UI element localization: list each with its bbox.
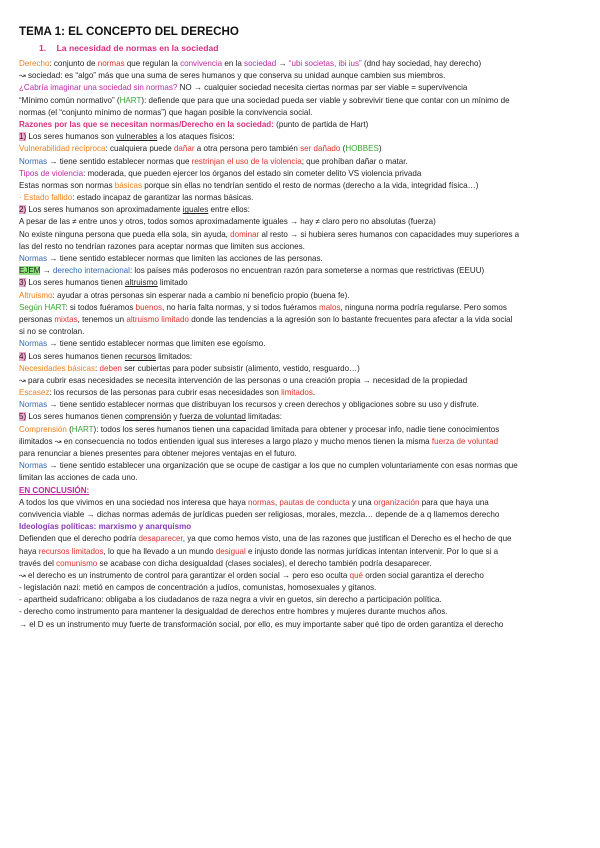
text-segment: porque sin ellas no tendrían sentido el resto de normas (derecho a la vida, integridad física…) (142, 180, 479, 190)
text-segment: e injusto donde las normas jurídicas intentan intervenir. Por lo que si a (245, 546, 499, 556)
text-segment: : moderada, que pueden ejercer los órganos del estado sin cometer delito VS violencia privada (83, 168, 422, 178)
text-segment: las del resto no tendrían razones para aceptar normas que limiten sus acciones. (19, 241, 305, 251)
text-segment: restrinjan el uso de la violencia (191, 156, 302, 166)
text-segment: para renunciar a bienes presentes para obtener mejores ventajas en el futuro. (19, 449, 297, 458)
text-segment: y (171, 412, 180, 422)
text-segment: para que haya una (419, 497, 489, 507)
text-line (19, 82, 585, 94)
text-line (19, 58, 585, 70)
text-line (19, 253, 585, 265)
text-segment: Los seres humanos tienen (26, 412, 126, 422)
text-line (19, 180, 585, 192)
text-segment: : estado incapaz de garantizar las normas básicas. (72, 193, 254, 203)
text-segment: ↝ sociedad: es “algo” más que una suma de seres humanos y que conserva su unidad aunque cambien sus miembros. (19, 71, 446, 81)
text-segment: mixtas (54, 314, 78, 324)
text-segment: fuerza de voluntad (179, 412, 246, 422)
text-segment: Los seres humanos son aproximadamente (26, 205, 183, 215)
text-segment: que regulan la (124, 59, 181, 68)
text-segment: Razones por las que se necesitan normas/Derecho en la sociedad: (19, 119, 274, 129)
text-line (19, 241, 585, 253)
text-line (19, 131, 585, 143)
text-segment: ↝ para cubrir esas necesidades se necesita intervención de las personas o una creación propia → necesidad de la propiedad (19, 375, 468, 385)
text-line (19, 229, 585, 241)
text-segment: entre ellos: (208, 205, 250, 215)
text-segment: ): todos los seres humanos tienen una capacidad limitada para obtener y procesar info, nadie tiene conocimientos (93, 424, 500, 434)
text-segment: : los recursos de las personas para cubrir esas necesidades son (49, 388, 282, 398)
text-segment: ser cubiertas para poder subsistir (alimento, vestido, resguardo…) (121, 363, 360, 373)
text-segment: , no haría falta normas, y si todos fuéramos (162, 302, 319, 312)
text-line (19, 351, 585, 363)
text-line (19, 448, 585, 460)
text-line (19, 265, 585, 277)
text-segment: sociedad (244, 59, 277, 68)
text-segment: (dnd hay sociedad, hay derecho) (361, 59, 482, 68)
text-segment: Tipos de violencia (19, 168, 84, 178)
text-segment: : cualquiera puede (105, 144, 174, 154)
document-body (19, 24, 585, 631)
text-segment: Los seres humanos son (26, 132, 117, 142)
text-segment: buenos (135, 302, 162, 312)
text-line (19, 363, 585, 375)
text-line (19, 302, 585, 314)
text-segment: altruismo (125, 278, 158, 288)
text-segment: Necesidades básicas (19, 363, 96, 373)
text-line (19, 424, 585, 436)
text-segment: fuerza de voluntad (431, 436, 499, 446)
text-segment: y una (349, 497, 374, 507)
text-segment: EN CONCLUSIÓN: (19, 485, 90, 495)
text-segment: 1) (19, 132, 27, 142)
text-segment: 5) (19, 412, 27, 422)
text-segment: ) (378, 144, 382, 154)
text-line (19, 497, 585, 509)
text-segment: → (40, 266, 53, 276)
text-segment: través del (19, 558, 57, 568)
text-segment: ( (340, 144, 346, 154)
text-segment: → tiene sentido establecer normas que limiten ese egoísmo. (47, 339, 266, 349)
text-segment: HART (119, 95, 142, 105)
text-segment: → el D es un instrumento muy fuerte de transformación social, por ello, es muy importante saber qué tipo de orden garantiza el derecho (19, 619, 504, 629)
text-segment: A pesar de las ≠ entre unos y otros, todos somos aproximadamente iguales → hay ≠ claro pero no absolutas (fuerza) (19, 217, 436, 227)
text-segment: Normas (19, 339, 48, 349)
text-segment: dañar (173, 144, 195, 154)
text-segment: si no se controlan. (19, 327, 85, 337)
text-segment: → tiene sentido establecer una organización que se ocupe de castigar a los que no cumplen voluntariamente con esas normas que (47, 461, 518, 471)
text-segment: (punto de partida de Hart) (273, 119, 369, 129)
text-segment: ): defiende que para que una sociedad pueda ser viable y sobrevivir tiene que contar con un mínimo de (141, 95, 510, 105)
text-segment: limitado (157, 278, 188, 288)
text-segment: qué (349, 570, 364, 580)
text-segment: , ninguna norma podría regularse. Pero somos (340, 302, 507, 312)
text-line (19, 582, 585, 594)
text-segment: Los seres humanos tienen (26, 278, 126, 288)
text-segment: : los países más poderosos no encuentran razón para someterse a normas que restrictivas (EEUU) (129, 266, 485, 276)
text-segment: Defienden que el derecho podría (19, 534, 139, 544)
text-segment: 4) (19, 351, 27, 361)
text-line (19, 338, 585, 350)
text-segment: : (95, 363, 100, 373)
text-segment: limitan las acciones de cada uno. (19, 473, 138, 483)
text-segment: → tiene sentido establecer normas que limiten las acciones de las personas. (47, 254, 323, 263)
text-line (19, 472, 585, 484)
text-segment: orden social garantiza el derecho (363, 570, 484, 580)
text-line (19, 70, 585, 82)
text-segment: - derecho como instrumento para mantener la desigualdad de derechos entre hombres y mujeres durante muchos años. (19, 607, 448, 617)
text-line (19, 277, 585, 289)
text-segment: 3) (19, 278, 27, 288)
text-segment: No existe ninguna persona que pueda ella sola, sin ayuda, (19, 229, 231, 239)
text-line (19, 411, 585, 423)
text-segment: “Mínimo común normativo” ( (19, 95, 120, 105)
text-segment: ilimitados ↝ en consecuencia no todos entienden igual sus intereses a largo plazo y mucho menos tienen la misma (19, 436, 432, 446)
text-line (19, 156, 585, 168)
text-segment: Normas (19, 400, 48, 410)
text-line (19, 558, 585, 570)
text-segment: ; que prohíban dañar o matar. (301, 156, 408, 166)
text-segment: en la (222, 59, 245, 68)
text-segment: convivencia viable → dichas normas además de jurídicas pueden ser religiosas, morales, mezcla… depende de a q llamemos derecho (19, 509, 500, 519)
text-line (19, 168, 585, 180)
document-title (19, 24, 585, 39)
text-segment: limitadas: (245, 412, 283, 422)
text-segment: normas (el “conjunto mínimo de normas”) que hagan posible la convivencia social. (19, 107, 313, 117)
text-line (19, 192, 585, 204)
text-segment: - legislación nazi: metió en campos de concentración a judíos, comunistas, homosexuales y gitanos. (19, 583, 377, 593)
text-segment: HART (71, 424, 94, 434)
text-line (19, 204, 585, 216)
text-line (19, 143, 585, 155)
section-heading (39, 42, 585, 54)
text-segment: convivencia (180, 59, 223, 68)
text-line (19, 509, 585, 521)
text-segment: · Estado fallido (19, 193, 73, 203)
text-segment: → (276, 59, 289, 68)
text-line (19, 387, 585, 399)
text-line (19, 290, 585, 302)
text-segment: Estas normas son normas (19, 180, 115, 190)
text-line (19, 546, 585, 558)
text-segment: A todos los que vivimos en una sociedad nos interesa que haya (19, 497, 249, 507)
text-segment: recursos limitados (38, 546, 104, 556)
text-segment: haya (19, 546, 39, 556)
text-segment: Derecho (19, 59, 50, 68)
text-segment: . (312, 388, 316, 398)
text-segment: personas (19, 314, 55, 324)
text-segment: se acabase con dicha desigualdad (clases sociales), el derecho también podría desaparecer. (97, 558, 432, 568)
text-segment: → tiene sentido establecer normas que distribuyan los recursos y creen derechos y obligaciones sobre su uso y disfrute. (47, 400, 479, 410)
text-segment: comunismo (56, 558, 98, 568)
text-line (19, 326, 585, 338)
text-segment: , ya que como hemos visto, una de las razones que justifican el Derecho es el hecho de que (182, 534, 512, 544)
text-segment: Ideologías políticas: marxismo y anarquismo (19, 522, 192, 532)
text-segment: malos (319, 302, 341, 312)
text-segment: Altruismo (19, 290, 53, 300)
text-segment: iguales (182, 205, 209, 215)
text-segment: desigual (215, 546, 246, 556)
text-segment: : conjunto de (49, 59, 98, 68)
text-segment: deben (99, 363, 122, 373)
text-line (19, 594, 585, 606)
title-text: TEMA 1: EL CONCEPTO DEL DERECHO (19, 25, 239, 38)
text-line (19, 436, 585, 448)
text-segment: EJEM (19, 266, 41, 276)
section-label: La necesidad de normas en la sociedad (56, 43, 219, 53)
text-segment: : ayudar a otras personas sin esperar nada a cambio ni beneficio propio (buena fe). (52, 290, 350, 300)
text-segment: pautas de conducta (279, 497, 350, 507)
text-segment: ↝ el derecho es un instrumento de control para garantizar el orden social → pero eso oculta (19, 570, 350, 580)
text-segment: , (274, 497, 280, 507)
text-segment: ser dañado (300, 144, 341, 154)
text-line (19, 619, 585, 631)
text-segment: organización (373, 497, 420, 507)
text-segment: al resto → si hubiera seres humanos con capacidades muy superiores a (259, 229, 520, 239)
text-segment: 2) (19, 205, 27, 215)
text-line (19, 570, 585, 582)
text-segment: - apartheid sudafricano: obligaba a los ciudadanos de raza negra a vivir en guetos, sin derecho a participación política. (19, 595, 442, 605)
text-segment: Escasez (19, 388, 50, 398)
text-line (19, 521, 585, 533)
text-line (19, 485, 585, 497)
text-line (19, 119, 585, 131)
text-line (19, 314, 585, 326)
text-segment: : si todos fuéramos (65, 302, 136, 312)
text-segment: → tiene sentido establecer normas que (47, 156, 192, 166)
text-segment: donde las tendencias a la agresión son lo bastante frecuentes para afectar a la vida social (188, 314, 513, 324)
text-segment: básicas (114, 180, 143, 190)
text-line (19, 107, 585, 119)
text-segment: comprensión (125, 412, 172, 422)
text-line (19, 375, 585, 387)
text-segment: a otra persona pero también (194, 144, 301, 154)
text-line (19, 460, 585, 472)
text-segment: recursos (125, 351, 156, 361)
text-segment: Vulnerabilidad recíproca (19, 144, 106, 154)
text-line (19, 606, 585, 618)
text-segment: derecho internacional (53, 266, 130, 276)
text-segment: vulnerables (116, 132, 158, 142)
text-segment: Normas (19, 461, 48, 471)
text-segment: dominar (230, 229, 260, 239)
text-segment: ( (66, 424, 72, 434)
text-segment: Según HART (19, 302, 66, 312)
document-text (19, 58, 585, 631)
text-segment: HOBBES (345, 144, 379, 154)
text-line (19, 533, 585, 545)
text-segment: Normas (19, 254, 48, 263)
text-segment: Los seres humanos tienen (26, 351, 126, 361)
text-segment: normas (97, 59, 125, 68)
text-segment: Comprensión (19, 424, 67, 434)
text-segment: normas (248, 497, 275, 507)
text-segment: ¿Cabría imaginar una sociedad sin normas? (19, 83, 178, 93)
text-segment: , lo que ha llevado a un mundo (103, 546, 216, 556)
text-segment: “ubi societas, ibi ius” (288, 59, 362, 68)
text-segment: altruismo limitado (126, 314, 189, 324)
section-number: 1. (39, 43, 47, 53)
text-line (19, 399, 585, 411)
text-line (19, 95, 585, 107)
text-segment: NO → cualquier sociedad necesita ciertas normas par ser viable = supervivencia (177, 83, 468, 93)
text-segment: limitados (281, 388, 313, 398)
text-segment: a los ataques físicos: (157, 132, 235, 142)
text-segment: desaparecer (138, 534, 183, 544)
text-line (19, 216, 585, 228)
text-segment: Normas (19, 156, 48, 166)
text-segment: , tenemos un (77, 314, 127, 324)
text-segment: limitados: (155, 351, 193, 361)
